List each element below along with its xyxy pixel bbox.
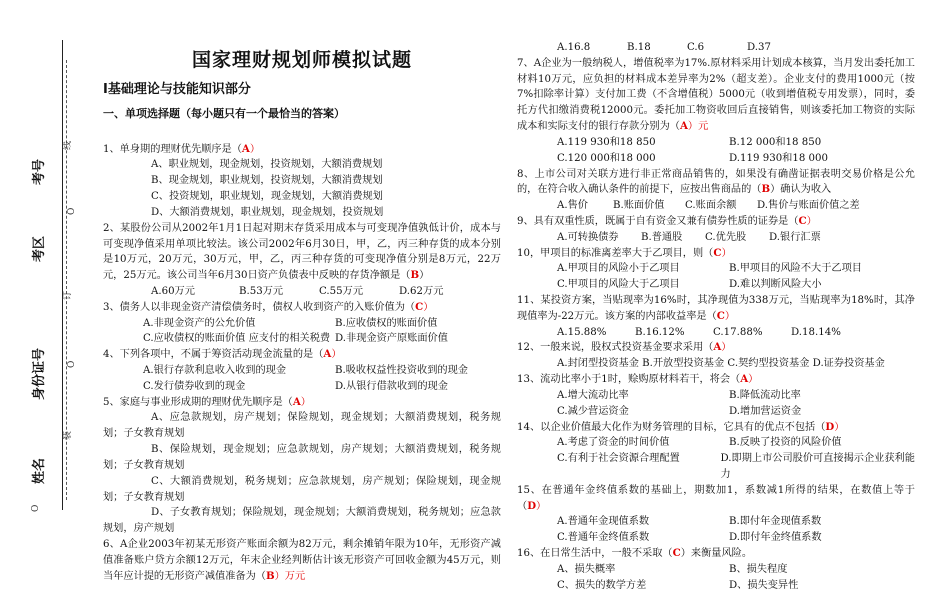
q8-option-b: B.账面价值 — [613, 200, 665, 212]
subsection-heading: 一、单项选择题（每小题只有一个最恰当的答案） — [103, 106, 345, 120]
q16-option-d: D、损失变异性 — [729, 579, 799, 591]
section-heading: Ⅰ基础理论与技能知识部分 — [103, 82, 251, 98]
q10-option-a: A.甲项目的风险小于乙项目 — [557, 263, 680, 275]
q11-option-a: A.15.88% — [557, 326, 607, 338]
q16-option-a: A、损失概率 — [557, 563, 616, 575]
q4-option-b: B.吸收权益性投资收到的现金 — [335, 365, 468, 376]
q10-option-b: B.甲项目的风险不大于乙项目 — [729, 263, 862, 275]
q16-options-row2 — [517, 578, 915, 593]
q7-option-b: B.12 000和18 850 — [729, 136, 822, 148]
q13-option-d: D.增加营运资金 — [729, 405, 802, 417]
q11-option-d: D.18.14% — [791, 326, 841, 338]
q13-option-a: A.增大流动比率 — [557, 389, 629, 401]
q11-option-b: B.16.12% — [635, 326, 685, 338]
q1-option-c: C、投资规划，职业规划，现金规划，大额消费规划 — [151, 191, 383, 203]
q9-option-d: D.银行汇票 — [769, 231, 821, 243]
q3-options-row2 — [103, 331, 501, 347]
q14-options-row1 — [517, 435, 915, 451]
q7-options-row1 — [517, 135, 915, 151]
question-6: 6、A企业2003年初某无形资产账面余额为82万元，剩余摊销年限为10年，无形资产减值准备账户贷方余额12万元，年末企业经判断估计该无形资产可回收金额为45万元，则当年应计提的无形资产减值准备为（B）万元 — [103, 538, 501, 582]
question-4: 4、下列各项中，不属于筹资活动现金流量的是（A） — [103, 348, 342, 361]
id-no-label: 身份证号 — [32, 347, 47, 400]
q8-option-c: C.账面余额 — [685, 200, 737, 212]
q1-option-a: A、职业规划，现金规划，投资规划，大额消费规划 — [151, 159, 383, 171]
circle-mark-1: O — [67, 207, 77, 215]
question-16: 16、在日常生活中，一般不采取（C）来衡量风险。 — [517, 547, 753, 559]
q10-options-row1 — [517, 261, 915, 277]
exam-no-label: 考号 — [32, 158, 47, 185]
q15-option-c: C.普通年金终值系数 — [557, 532, 650, 544]
q11-options — [517, 325, 915, 341]
circle-mark-2: O — [67, 360, 77, 368]
q6-option-b: B.18 — [627, 42, 651, 53]
q3-option-a: A.非现金资产的公允价值 — [143, 317, 256, 329]
q12-options: A.封闭型投资基金 B.开放型投资基金 C.契约型投资基金 D.证券投资基金 — [557, 358, 885, 370]
q1-option-b: B、现金规划，职业规划，投资规划，大额消费规划 — [151, 175, 383, 187]
q4-options-row1 — [103, 363, 501, 379]
q5-option-a: A、应急款规划，房产规划；保险规划，现金规划；大额消费规划，税务规划；子女教育规划 — [103, 412, 501, 440]
q7-option-c: C.120 000和18 000 — [557, 152, 656, 164]
q9-options — [517, 230, 915, 246]
question-9: 9、具有双重性质，既属于自有资金又兼有债券性质的证券是（C） — [517, 214, 817, 227]
q7-option-a: A.119 930和18 850 — [557, 136, 656, 148]
q8-options — [517, 198, 915, 214]
q15-option-a: A.普通年金现值系数 — [557, 516, 650, 528]
q6-option-d: D.37 — [747, 42, 772, 53]
q15-options-row2 — [517, 530, 915, 546]
q10-option-c: C.甲项目的风险大于乙项目 — [557, 279, 680, 291]
question-14: 14、以企业价值最大化作为财务管理的目标，它具有的优点不包括（D） — [517, 420, 845, 433]
question-2: 2、某股份公司从2002年1月1日起对期末存货采用成本与可变现净值孰低计价，成本与可变现净值采用单项比较法。该公司2002年6月30日，甲，乙，丙三种存货的成本分别是10万元，20万元，30万元，甲，乙，丙三种存货的可变现净值分别是8万元，22万元，25万元。该公司当年6月30日资产负债表中反映的存货净额是（B） — [103, 222, 501, 282]
question-8: 8、上市公司对关联方进行非正常商品销售的，如果没有确凿证据表明交易价格是公允的，在符合收入确认条件的前提下，应按出售商品的（B）确认为收入 — [517, 168, 915, 196]
q2-option-b: B.53万元 — [239, 285, 284, 297]
q9-option-a: A.可转换债券 — [557, 231, 619, 243]
question-10: 10，甲项目的标准离差率大于乙项目，则（C） — [517, 246, 732, 259]
question-3: 3、债务人以非现金资产清偿债务时，债权人收到资产的入账价值为（C） — [103, 300, 434, 313]
name-label: 姓名 — [32, 457, 47, 484]
q6-options — [517, 40, 915, 56]
q16-option-b: B、损失程度 — [729, 563, 788, 575]
q15-option-b: B.即付年金现值系数 — [729, 516, 822, 528]
q6-option-c: C.6 — [687, 42, 705, 53]
q5-option-b: B、保险规划，现金规划；应急款规划，房产规划；大额消费规划，税务规划；子女教育规划 — [103, 444, 501, 471]
q4-option-d: D.从银行借款收到的现金 — [335, 380, 448, 392]
q14-option-b: B.反映了投资的风险价值 — [729, 437, 842, 449]
q3-option-b: B.应收债权的账面价值 — [335, 317, 438, 329]
q13-option-c: C.减少营运资金 — [557, 405, 629, 417]
q13-options-row1 — [517, 388, 915, 404]
question-15: 15、在普通年金终值系数的基础上，期数加1，系数减1所得的结果，在数值上等于（D） — [517, 484, 915, 512]
q6-option-a: A.16.8 — [557, 42, 591, 53]
q3-options-row1 — [103, 316, 501, 332]
question-1: 1、单身期的理财优先顺序是（A） — [103, 142, 261, 155]
q14-option-c: C.有利于社会资源合理配置 — [557, 453, 680, 465]
right-column — [517, 40, 915, 593]
question-12: 12、一般来说，股权式投资基金要求采用（A） — [517, 341, 732, 354]
left-column — [103, 0, 501, 584]
binding-margin — [0, 0, 95, 577]
q14-option-d: D.即期上市公司股价可直接揭示企业获利能力 — [720, 453, 915, 480]
q14-option-a: A.考虑了资金的时间价值 — [557, 437, 670, 449]
q16-options-row1 — [517, 562, 915, 578]
q4-option-a: A.银行存款利息收入收到的现金 — [143, 365, 287, 376]
q13-options-row2 — [517, 404, 915, 420]
q13-option-b: B.降低流动比率 — [729, 389, 801, 401]
q3-option-d: D.非现金资产原账面价值 — [335, 333, 448, 345]
q3-option-c: C.应收债权的账面价值 应支付的相关税费 — [143, 333, 331, 345]
page-title: 国家理财规划师模拟试题 — [191, 49, 412, 71]
q15-option-d: D.即付年金终值系数 — [729, 532, 822, 544]
q14-options-row2 — [517, 451, 915, 483]
q1-option-d: D、大额消费规划，职业规划，现金规划，投资规划 — [151, 206, 384, 218]
q2-option-a: A.60万元 — [151, 285, 195, 297]
q4-option-c: C.发行债券收到的现金 — [143, 380, 246, 392]
q2-options — [103, 284, 501, 300]
q8-option-a: A.售价 — [557, 200, 588, 212]
circle-mark-3: O — [31, 504, 41, 512]
question-13: 13、流动比率小于1时，赊购原材料若干，将会（A） — [517, 373, 759, 386]
q9-option-b: B.普通股 — [641, 231, 683, 243]
exam-area-label: 考区 — [32, 235, 47, 262]
q7-options-row2 — [517, 151, 915, 167]
q2-option-c: C.55万元 — [319, 285, 364, 297]
q15-options-row1 — [517, 514, 915, 530]
q4-options-row2 — [103, 379, 501, 395]
q7-option-d: D.119 930和18 000 — [729, 152, 829, 164]
q10-option-d: D.难以判断风险大小 — [729, 279, 822, 291]
bind-marker: 订 — [63, 290, 73, 300]
q9-option-c: C.优先股 — [705, 231, 747, 243]
q10-options-row2 — [517, 277, 915, 293]
question-7: 7、A企业为一般纳税人，增值税率为17%.原材料采用计划成本核算，当月发出委托加工材料10万元，应负担的材料成本差异率为2%（超支差）。企业支付的费用1000元（按7%扣除率计算）支付加工费（不含增值税）5000元（收到增值税专用发票），同时，委托方代扣缴消费税12000元。委托加工物资收回后直接销售，则该委托加工物资的实际成本和实际支付的银行存款分别为（A）元 — [517, 57, 915, 133]
seal-marker: 装 — [63, 430, 73, 440]
q16-option-c: C、损失的数学方差 — [557, 579, 647, 591]
question-11: 11、某投资方案，当贴现率为16%时，其净现值为338万元，当贴现率为18%时，其净现值率为-22万元。该方案的内部收益率是（C） — [517, 295, 915, 322]
q8-option-d: D.售价与账面价值之差 — [757, 200, 860, 212]
q5-option-d: D、子女教育规划；保险规划，现金规划；大额消费规划，税务规划；应急款规划，房产规划 — [103, 507, 501, 535]
q2-option-d: D.62万元 — [399, 285, 444, 297]
q11-option-c: C.17.88% — [713, 326, 763, 338]
q5-option-c: C、大额消费规划，税务规划；应急款规划，房产规划；保险规划，现金规划；子女教育规划 — [103, 475, 501, 503]
line-marker: 线 — [63, 140, 73, 150]
question-5: 5、家庭与事业形成期的理财优先顺序是（A） — [103, 395, 311, 408]
